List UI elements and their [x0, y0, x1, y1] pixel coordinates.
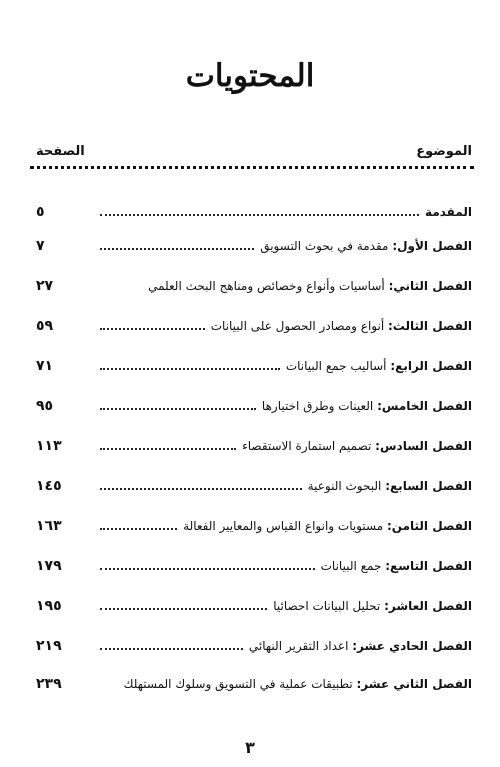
dot-leader	[100, 518, 177, 530]
toc-row-chapter-10	[36, 594, 472, 618]
toc-page-number: ٩٥	[36, 398, 54, 414]
toc-topic: أنواع ومصادر الحصول على البيانات	[210, 319, 385, 333]
toc-label: الفصل الخامس:	[377, 399, 472, 413]
dot-leader	[100, 438, 236, 450]
toc-page-number: ١٩٥	[36, 598, 62, 614]
toc-label: الفصل الثاني:	[388, 279, 472, 293]
dot-leader	[100, 598, 267, 610]
toc-label: الفصل الحادي عشر:	[352, 639, 472, 653]
toc-page-number: ٥٩	[36, 318, 54, 334]
toc-page-number: ٢٣٩	[36, 676, 62, 692]
toc-page-number: ١٧٩	[36, 558, 62, 574]
toc-row-chapter-7	[36, 474, 472, 498]
toc-topic: العينات وطرق اختيارها	[261, 399, 374, 413]
header-divider	[30, 166, 474, 169]
toc-page-number: ٢١٩	[36, 638, 62, 654]
toc-label: الفصل الأول:	[392, 239, 472, 253]
toc-row-chapter-3	[36, 314, 472, 338]
toc-topic: اعداد التقرير النهائي	[248, 639, 349, 653]
toc-label: الفصل الثامن:	[386, 519, 472, 533]
dot-leader	[100, 558, 315, 570]
toc-row-chapter-9	[36, 554, 472, 578]
toc-topic: جمع البيانات	[320, 559, 382, 573]
toc-row-chapter-12	[36, 672, 472, 696]
dot-leader	[100, 398, 256, 410]
toc-page-number: ١٦٣	[36, 518, 62, 534]
toc-page-number: ٧	[36, 238, 45, 254]
toc-topic: أساسيات وأنواع وخصائص ومناهج البحث العلمي	[148, 279, 385, 293]
dot-leader	[100, 358, 280, 370]
toc-row-chapter-6	[36, 434, 472, 458]
toc-page-number: ١٤٥	[36, 478, 62, 494]
toc-label: المقدمة	[425, 205, 472, 219]
toc-label: الفصل الرابع:	[390, 359, 472, 373]
toc-label: الفصل الثالث:	[388, 319, 472, 333]
dot-leader	[100, 677, 118, 687]
toc-topic: تحليل البيانات احصائيا	[273, 599, 381, 613]
page-column-header: الصفحة	[36, 144, 85, 159]
toc-row-chapter-2	[36, 274, 472, 298]
toc-page-number: ٥	[36, 204, 45, 220]
toc-page-number: ١١٣	[36, 438, 62, 454]
toc-topic: مستويات وانواع القياس والمعايير الفعالة	[183, 519, 384, 533]
toc-page-number: ٢٧	[36, 278, 54, 294]
toc-row-introduction	[36, 200, 472, 224]
topic-column-header: الموضوع	[416, 144, 472, 159]
dot-leader	[100, 238, 254, 250]
page-number: ٣	[245, 738, 255, 757]
toc-label: الفصل العاشر:	[384, 599, 472, 613]
toc-label: الفصل السادس:	[375, 439, 472, 453]
toc-row-chapter-11	[36, 634, 472, 658]
dot-leader	[100, 279, 142, 289]
toc-topic: البحوث النوعية	[307, 479, 382, 493]
toc-page-number: ٧١	[36, 358, 54, 374]
page-title: المحتويات	[185, 58, 315, 94]
toc-topic: تطبيقات عملية في التسويق وسلوك المستهلك	[123, 677, 353, 691]
toc-label: الفصل التاسع:	[385, 559, 472, 573]
toc-row-chapter-4	[36, 354, 472, 378]
toc-row-chapter-5	[36, 394, 472, 418]
toc-topic: أساليب جمع البيانات	[285, 359, 387, 373]
toc-topic: تصميم استمارة الاستقصاء	[242, 439, 372, 453]
toc-header	[36, 144, 472, 164]
dot-leader	[100, 318, 205, 330]
dot-leader	[100, 204, 419, 216]
toc-label: الفصل الثاني عشر:	[356, 677, 472, 691]
toc-row-chapter-1	[36, 234, 472, 258]
dot-leader	[100, 638, 243, 650]
toc-row-chapter-8	[36, 514, 472, 538]
toc-topic: مقدمة في بحوث التسويق	[260, 239, 389, 253]
dot-leader	[100, 478, 302, 490]
toc-label: الفصل السابع:	[385, 479, 472, 493]
